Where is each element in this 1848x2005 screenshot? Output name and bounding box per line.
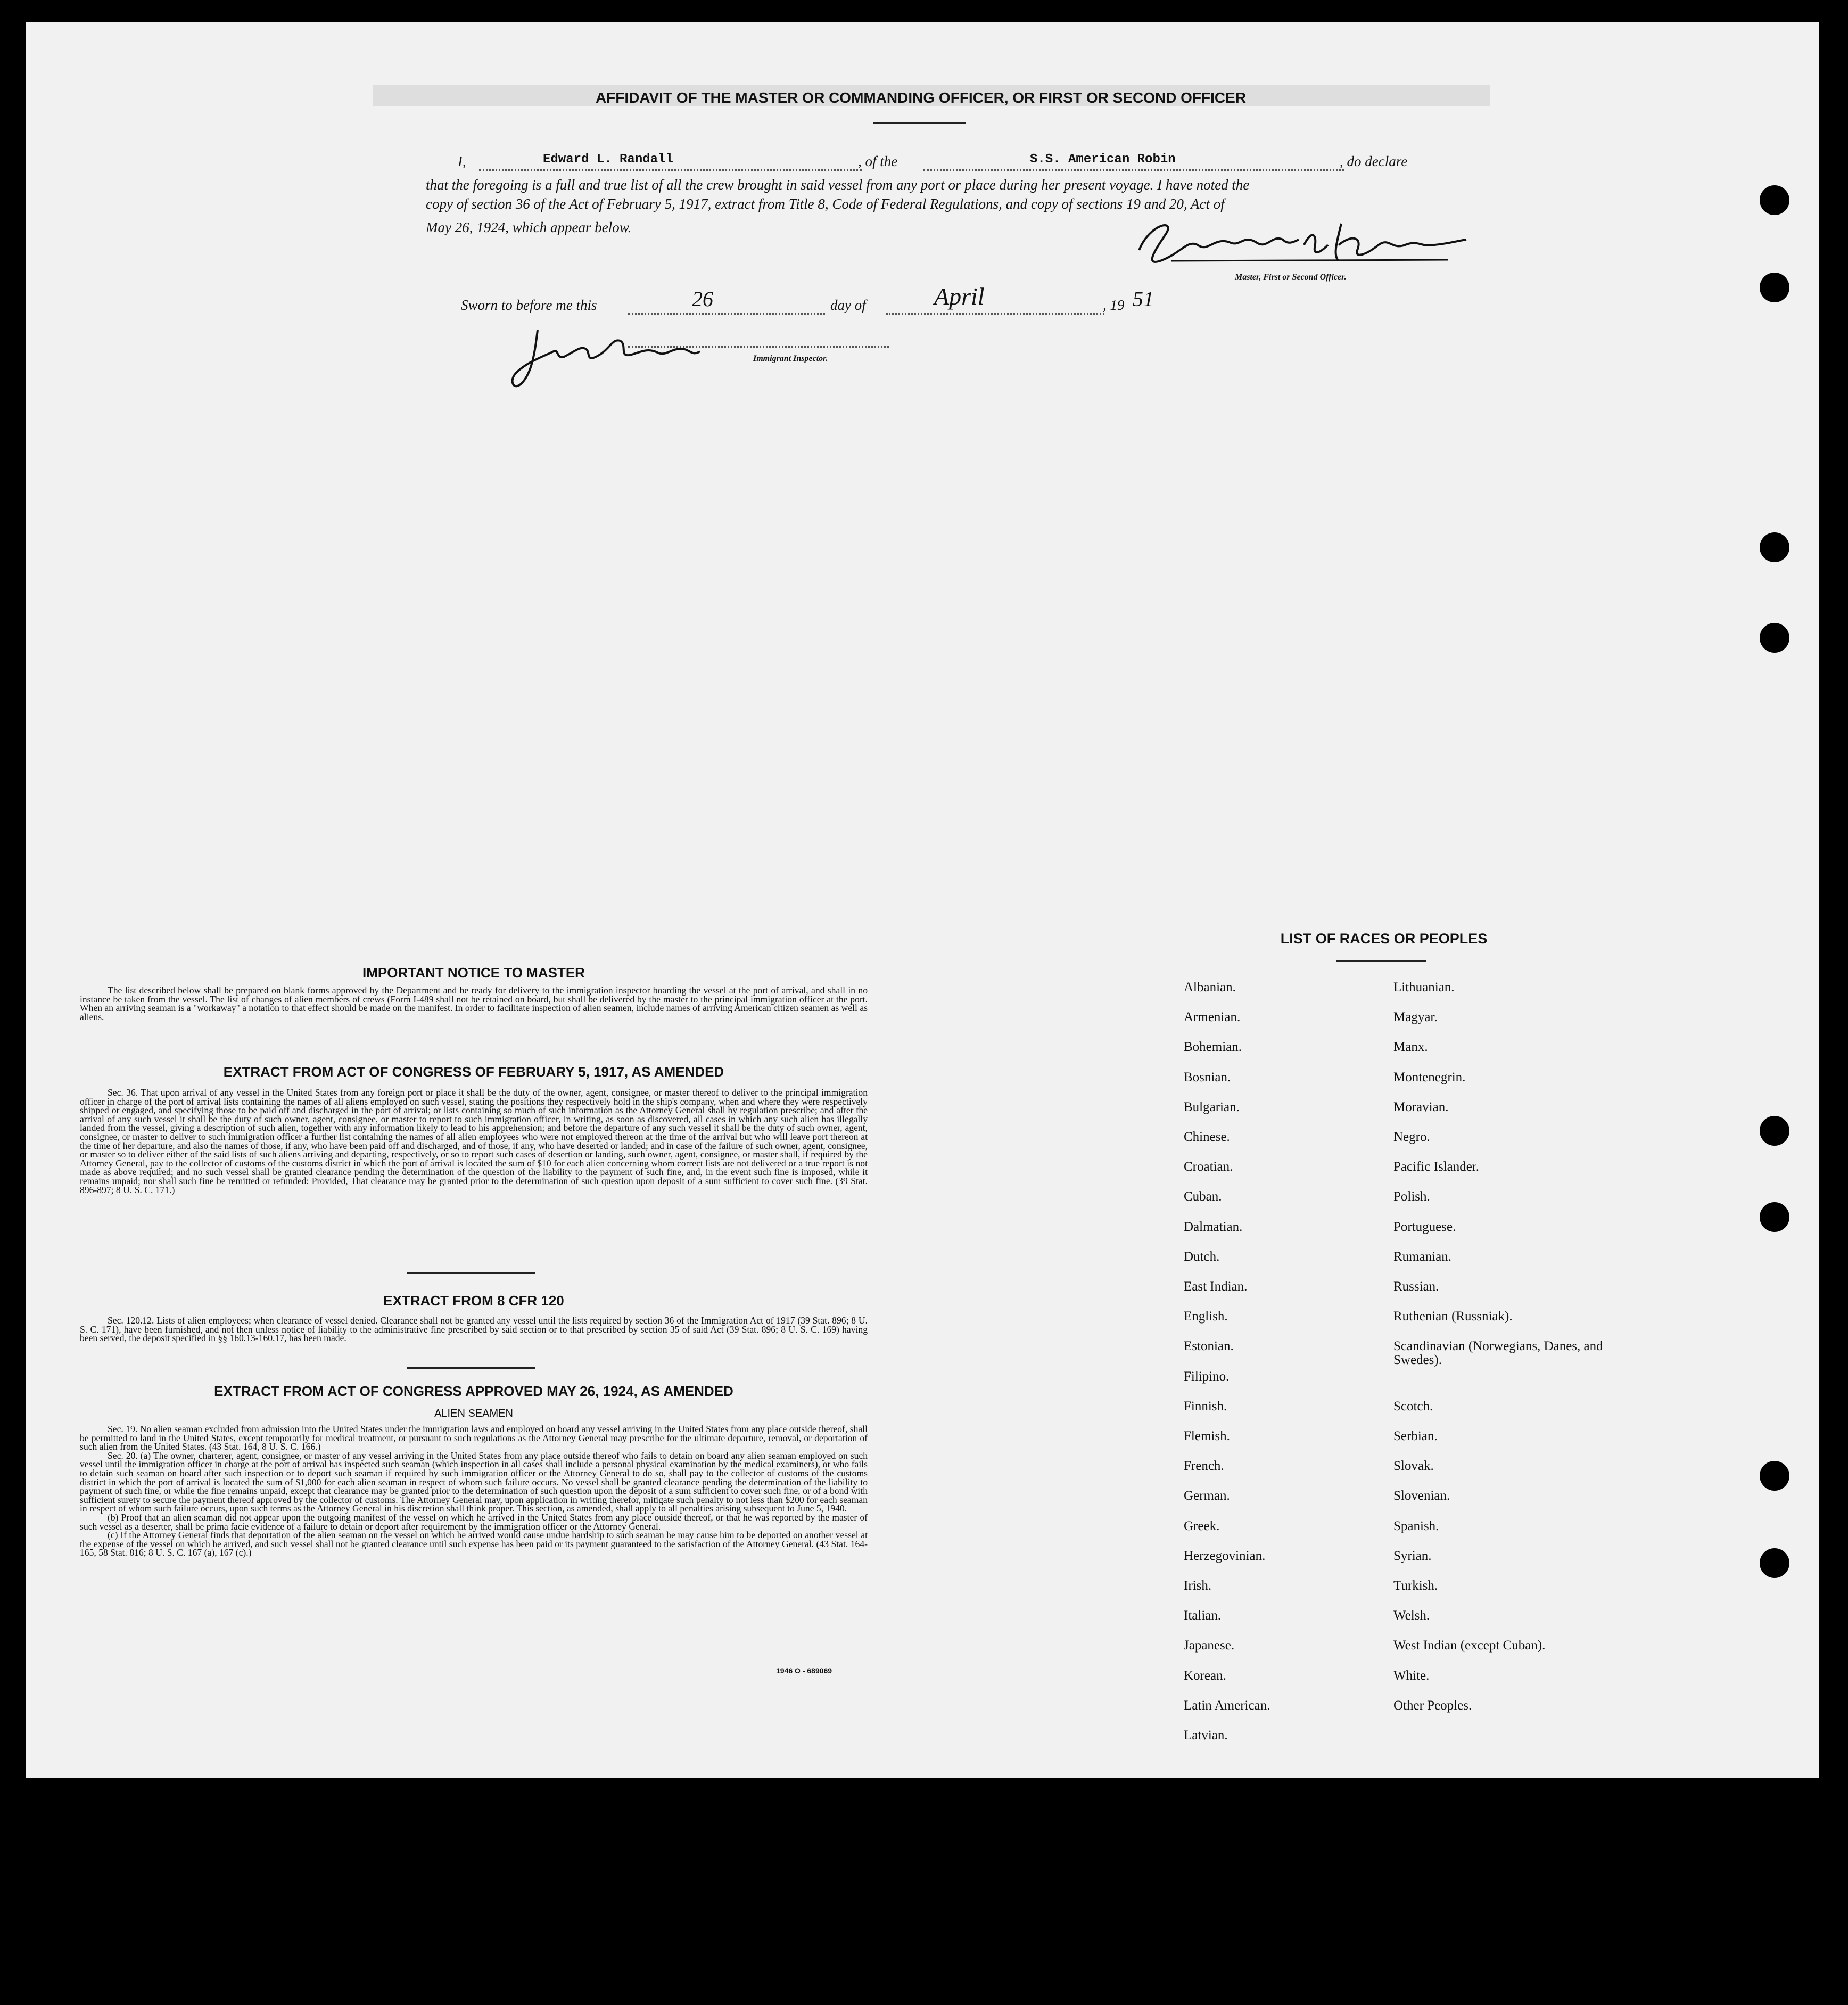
affidavit-statement-line-1: that the foregoing is a full and true list of all the crew brought in said vessel from any port or place during her present voyage. I have noted the <box>426 177 1250 193</box>
divider-rule <box>407 1367 535 1369</box>
race-item: Scotch. <box>1393 1399 1433 1414</box>
punch-hole <box>1760 1202 1789 1232</box>
race-item: Welsh. <box>1393 1608 1430 1623</box>
race-item: Turkish. <box>1393 1579 1438 1593</box>
races-heading: LIST OF RACES OR PEOPLES <box>1280 931 1488 947</box>
race-item: Syrian. <box>1393 1548 1432 1563</box>
vessel-name-line <box>923 152 1344 171</box>
race-item: White. <box>1393 1668 1430 1683</box>
punch-hole <box>1760 623 1789 653</box>
race-item: Herzegovinian. <box>1184 1548 1266 1563</box>
inspector-caption: Immigrant Inspector. <box>753 354 828 363</box>
race-item: Scandinavian (Norwegians, Danes, and Swedes). <box>1393 1339 1603 1368</box>
extract-1924-subheading: ALIEN SEAMEN <box>434 1408 513 1419</box>
race-item: Bulgarian. <box>1184 1099 1240 1114</box>
race-item: French. <box>1184 1459 1224 1474</box>
race-item: German. <box>1184 1489 1230 1503</box>
extract-1917-body <box>80 1088 868 1194</box>
affidavit-statement-line-3: May 26, 1924, which appear below. <box>426 219 632 235</box>
extract-cfr-body <box>80 1316 868 1343</box>
race-item: Dutch. <box>1184 1249 1220 1264</box>
race-item: Magyar. <box>1393 1010 1438 1025</box>
master-name-line <box>479 152 862 171</box>
race-item: Bohemian. <box>1184 1040 1242 1055</box>
race-item: Bosnian. <box>1184 1070 1231 1084</box>
divider-rule <box>873 122 966 124</box>
day-of-label: day of <box>830 297 866 313</box>
extract-1924-heading: EXTRACT FROM ACT OF CONGRESS APPROVED MAY 26, 1924, AS AMENDED <box>214 1383 733 1399</box>
race-item: Other Peoples. <box>1393 1698 1472 1713</box>
extract-1924-paragraph: (c) If the Attorney General finds that deportation of the alien seaman on the vessel on which he arrived would cause undue hardship to such seaman he may cause him to be deported on another vessel at the expense of the vessel on which he arrived, and such vessel shall not be granted clearance until such expense has been paid or its payment guaranteed to the satisfaction of the Attorney General. (43 Stat. 164-165, 58 Stat. 816; 8 U. S. C. 167 (a), 167 (c).) <box>80 1530 868 1558</box>
race-item: Manx. <box>1393 1040 1428 1055</box>
punch-hole <box>1760 532 1789 562</box>
extract-1924-paragraph: (b) Proof that an alien seaman did not appear upon the outgoing manifest of the vessel on which he arrived in the United States from any place outside thereof, or that he was reported by the master of such vessel as a deserter, shall be prima facie evidence of a failure to detain or deport after requirement by the immigration officer or the Attorney General. <box>80 1511 868 1532</box>
punch-hole <box>1760 1116 1789 1146</box>
affidavit-do-declare: , do declare <box>1340 153 1408 169</box>
sworn-month-line <box>886 283 1104 315</box>
race-item: Irish. <box>1184 1579 1212 1593</box>
race-item: Moravian. <box>1393 1099 1449 1114</box>
affidavit-of-the: , of the <box>858 153 898 169</box>
race-item: Slovak. <box>1393 1459 1434 1474</box>
sworn-day-line <box>628 287 825 315</box>
divider-rule <box>407 1272 535 1274</box>
race-item: Japanese. <box>1184 1638 1235 1653</box>
inspector-signature <box>506 319 729 394</box>
extract-1917-text: Sec. 36. That upon arrival of any vessel in the United States from any foreign port or place it shall be the duty of the owner, agent, consignee, or master thereof to deliver to the principal immigration officer in charge of the port of arrival lists containing the names of all aliens employed on such vessel, stating the positions they respectively hold in the ship's company, when and where they were respectively shipped or engaged, and specifying those to be paid off and discharged in the port of arrival; or lists containing so much of such information as the Attorney General shall by regulation prescribe; and after the arrival of any such vessel it shall be the duty of such owner, agent, consignee, or master to report to such immigration officer, in writing, as soon as discovered, all cases in which any such alien has illegally landed from the vessel, giving a description of such alien, together with any information likely to lead to his apprehension; and before the departure of any such vessel it shall be the duty of such owner, agent, consignee, or master to deliver to such immigration officer a further list containing the names of all alien employees who were not employed thereon at the time of the arrival but who will leave port thereon at the time of her departure, and also the names of those, if any, who have been paid off and discharged, and of those, if any, who have deserted or landed; and in case of the failure of such owner, agent, consignee, or master so to deliver either of the said lists of such aliens arriving and departing, respectively, or so to report such cases of desertion or landing, such owner, agent, consignee, or master shall, if required by the Attorney General, pay to the collector of customs of the customs district in which the port of arrival is located the sum of $10 for each alien concerning whom correct lists are not delivered or a true report is not made as above required; and no such vessel shall be granted clearance pending the determination of the question of the liability to the payment of such fine, and, in the event such fine is imposed, while it remains unpaid; nor shall such fine be remitted or refunded: Provided, That clearance may be granted prior to the determination of such question upon deposit of a sum sufficient to cover such fine. (39 Stat. 896-897; 8 U. S. C. 171.) <box>80 1087 868 1195</box>
sworn-label: Sworn to before me this <box>461 297 597 313</box>
master-caption: Master, First or Second Officer. <box>1235 273 1347 282</box>
race-item: Negro. <box>1393 1130 1430 1144</box>
extract-1924-paragraph: Sec. 19. No alien seaman excluded from admission into the United States under the immigration laws and employed on board any vessel arriving in the United States from any place outside thereof, shall be permitted to land in the United States, except temporarily for medical treatment, or pursuant to such regulations as the Attorney General may prescribe for the ultimate departure, removal, or deportation of such alien from the United States. (43 Stat. 164, 8 U. S. C. 166.) <box>80 1424 868 1452</box>
race-item: Serbian. <box>1393 1429 1438 1443</box>
race-item: Spanish. <box>1393 1518 1439 1533</box>
race-item: Ruthenian (Russniak). <box>1393 1309 1513 1324</box>
race-item: Latin American. <box>1184 1698 1270 1713</box>
extract-cfr-text: Sec. 120.12. Lists of alien employees; when clearance of vessel denied. Clearance shall not be granted any vessel until the lists required by section 36 of the Immigration Act of 1917 (39 Stat. 896; 8 U. S. C. 171), have been furnished, and not then unless notice of liability to the administrative fine prescribed by said section or to that prescribed by section 35 of said Act (39 Stat. 896; 8 U. S. C. 169) having been served, the deposit specified in §§ 160.13-160.17, has been made. <box>80 1315 868 1344</box>
race-item: Chinese. <box>1184 1130 1230 1144</box>
race-item: Flemish. <box>1184 1429 1230 1443</box>
year-suffix: 51 <box>1133 287 1154 311</box>
punch-hole <box>1760 1548 1789 1578</box>
race-item: Cuban. <box>1184 1189 1222 1204</box>
affidavit-title: AFFIDAVIT OF THE MASTER OR COMMANDING OFFICER, OR FIRST OR SECOND OFFICER <box>595 89 1247 106</box>
race-item: Albanian. <box>1184 980 1236 995</box>
notice-body <box>80 986 868 1021</box>
race-item: West Indian (except Cuban). <box>1393 1638 1546 1653</box>
race-item: Latvian. <box>1184 1728 1228 1743</box>
race-item: Dalmatian. <box>1184 1219 1243 1234</box>
sworn-day: 26 <box>692 287 713 311</box>
print-code: 1946 O - 689069 <box>776 1666 832 1675</box>
divider-rule <box>1336 960 1426 962</box>
race-item: Filipino. <box>1184 1369 1230 1384</box>
affidavit-i-label: I, <box>458 153 466 169</box>
race-item: Polish. <box>1393 1189 1430 1204</box>
master-signature <box>1128 213 1469 272</box>
race-item: Finnish. <box>1184 1399 1227 1414</box>
punch-hole <box>1760 1461 1789 1491</box>
extract-1924-body <box>80 1425 868 1557</box>
sworn-month: April <box>934 283 985 310</box>
race-item: English. <box>1184 1309 1228 1324</box>
punch-hole <box>1760 273 1789 302</box>
extract-1924-paragraph: Sec. 20. (a) The owner, charterer, agent, consignee, or master of any vessel arriving in the United States from any place outside thereof who fails to detain on board any alien seaman employed on such vessel until the immigration officer in charge at the port of arrival has inspected such seaman (which inspection in all cases shall include a personal physical examination by the medical examiners), or who fails to detain such seaman on board after such inspection or to deport such seaman if required by such immigration officer or the Attorney General to do so, shall pay to the collector of customs of the customs district in which the port of arrival is located the sum of $1,000 for each alien seaman in respect of whom such failure occurs. No vessel shall be granted clearance pending the determination of the liability to payment of such fine, or while the fine remains unpaid, except that clearance may be granted prior to the determination of such question upon the deposit of a sum sufficient to cover such fine, or of a bond with sufficient surety to secure the payment thereof approved by the collector of customs. The Attorney General may, upon application in writing therefor, mitigate such penalty to not less than $200 for each seaman in respect of whom such failure occurs, upon such terms as the Attorney General in his discretion shall think proper. This section, as amended, shall apply to all penalties arising subsequent to June 5, 1940. <box>80 1450 868 1514</box>
race-item: Russian. <box>1393 1279 1439 1294</box>
race-item: Slovenian. <box>1393 1489 1450 1503</box>
race-item: Rumanian. <box>1393 1249 1452 1264</box>
master-name: Edward L. Randall <box>543 152 673 167</box>
race-item: Korean. <box>1184 1668 1226 1683</box>
extract-1917-heading: EXTRACT FROM ACT OF CONGRESS OF FEBRUARY 5, 1917, AS AMENDED <box>223 1064 724 1080</box>
race-item: Pacific Islander. <box>1393 1160 1480 1174</box>
race-item: Croatian. <box>1184 1160 1233 1174</box>
race-item: Estonian. <box>1184 1339 1234 1354</box>
extract-cfr-heading: EXTRACT FROM 8 CFR 120 <box>383 1293 564 1309</box>
race-item: Portuguese. <box>1393 1219 1456 1234</box>
race-item: Greek. <box>1184 1518 1220 1533</box>
punch-hole <box>1760 185 1789 215</box>
race-item: Montenegrin. <box>1393 1070 1466 1084</box>
race-item: East Indian. <box>1184 1279 1248 1294</box>
race-item: Lithuanian. <box>1393 980 1455 995</box>
race-item: Italian. <box>1184 1608 1222 1623</box>
race-item: Armenian. <box>1184 1010 1241 1025</box>
affidavit-statement-line-2: copy of section 36 of the Act of February 5, 1917, extract from Title 8, Code of Federal Regulations, and copy of sections 19 and 20, Act of <box>426 196 1225 212</box>
notice-heading: IMPORTANT NOTICE TO MASTER <box>362 965 585 981</box>
notice-text: The list described below shall be prepared on blank forms approved by the Department and be ready for delivery to the immigration inspector boarding the vessel at the port of arrival, and shall in no instance be taken from the vessel. The list of changes of alien members of crews (Form I-489 shall not be retained on board, but shall be delivered by the master to the principal immigration officer at the port. When an arriving seaman is a "workaway" a notation to that effect should be made on the manifest. In order to facilitate inspection of alien seamen, include names of arriving American citizen seamen as well as aliens. <box>80 985 868 1022</box>
vessel-name: S.S. American Robin <box>1030 152 1176 167</box>
year-prefix: , 19 <box>1103 297 1125 313</box>
inspector-line <box>628 345 889 348</box>
